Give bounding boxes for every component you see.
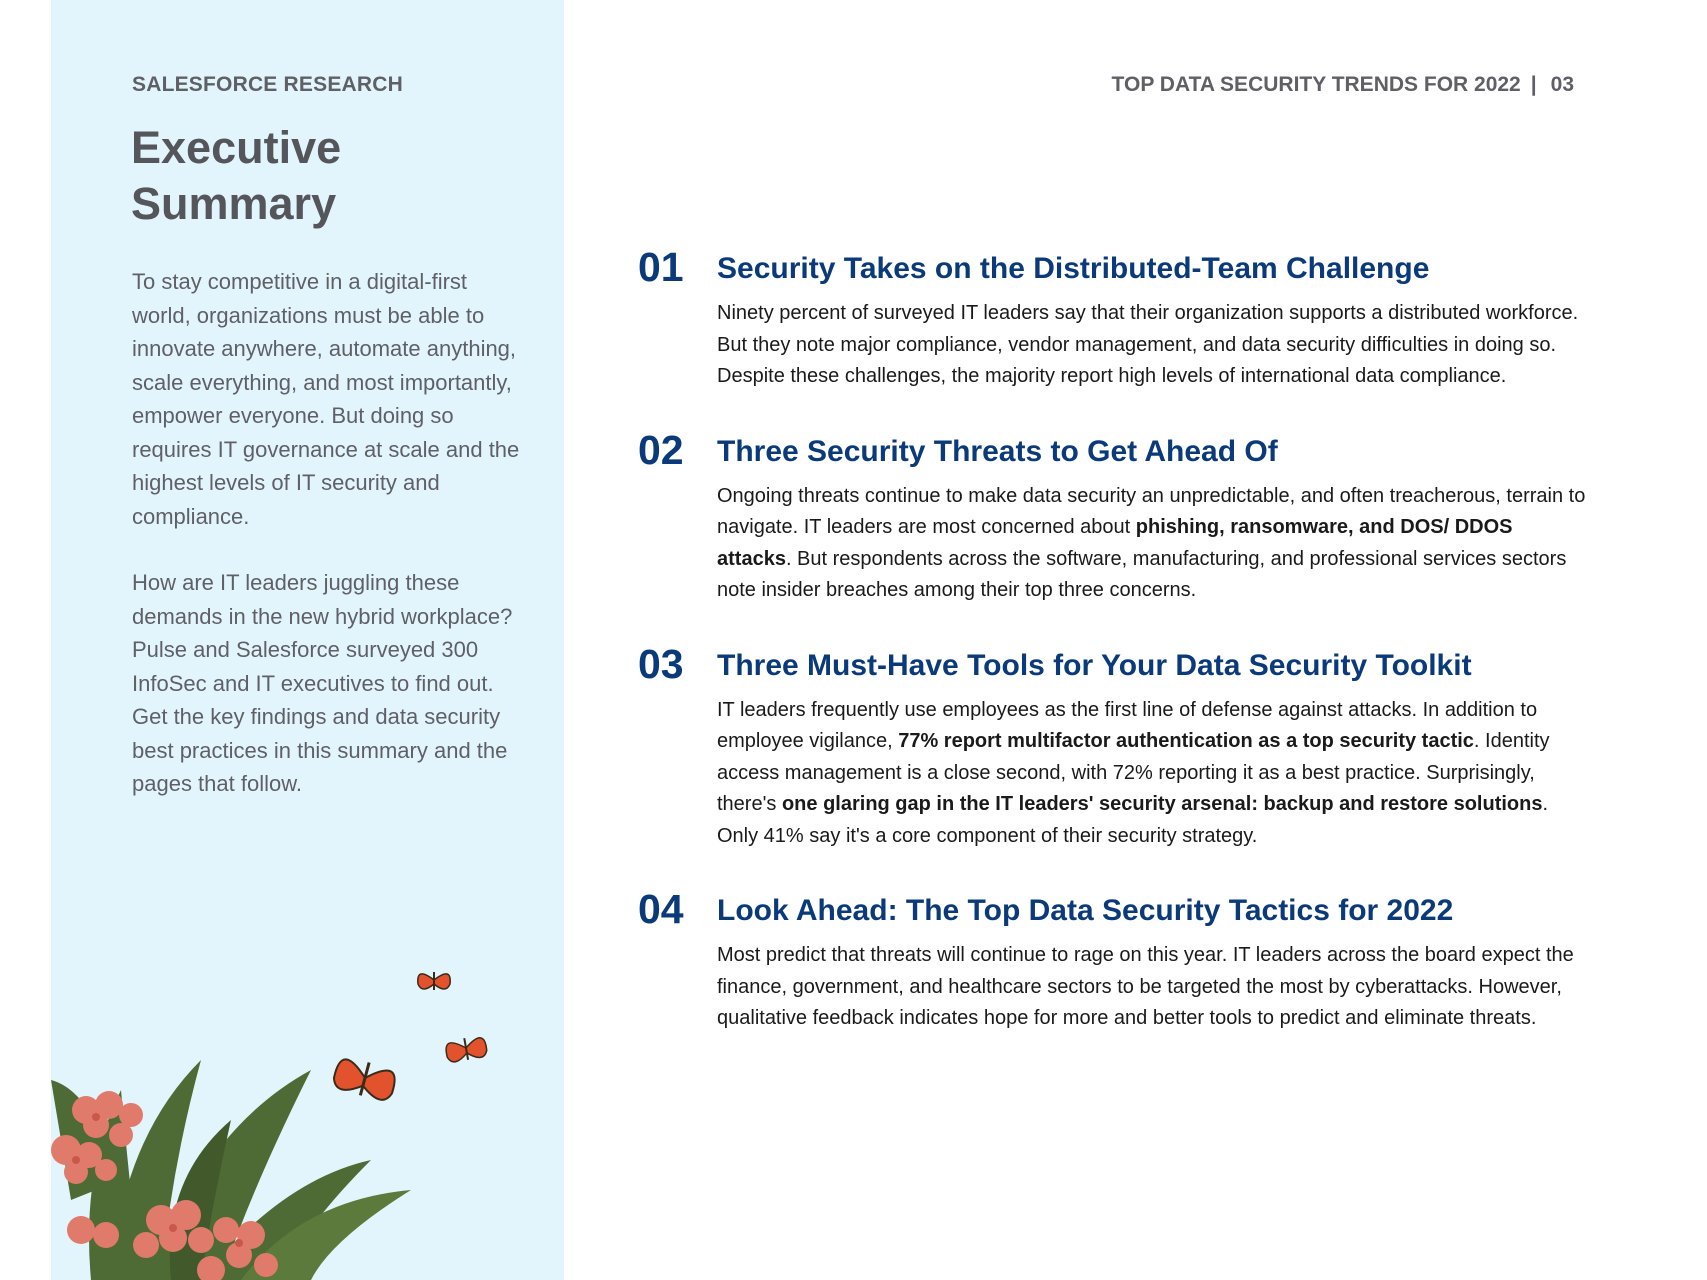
section-number: 04	[638, 886, 684, 932]
section-body	[717, 481, 1588, 607]
intro-paragraph: How are IT leaders juggling these demands in the new hybrid workplace? Pulse and Salesforce surveyed 300 InfoSec and IT executives to find out. Get the key findings and data security best practices in this summary and the pages that follow.	[132, 570, 513, 796]
section-text-bold: phishing, ransomware, and DOS/ DDOS attacks	[717, 516, 1513, 570]
page-title	[131, 120, 341, 232]
section-number: 03	[638, 640, 684, 687]
section-body	[717, 695, 1588, 853]
section-text-bold: 77% report multifactor authentication as a top security tactic	[898, 730, 1474, 752]
section-body	[717, 940, 1588, 1035]
section-body	[717, 298, 1588, 393]
report-title: TOP DATA SECURITY TRENDS FOR 2022	[1111, 73, 1521, 96]
section-text: . Identity access management is a close second, with 72% reporting it as a best practice. Surprisingly, there's	[717, 730, 1550, 815]
section-text: . Only 41% say it's a core component of their security strategy.	[717, 793, 1549, 847]
page-number: 03	[1550, 73, 1574, 96]
section-01	[638, 244, 1588, 393]
section-text-bold: one glaring gap in the IT leaders' security arsenal: backup and restore solutions	[781, 793, 1543, 815]
section-text: . But respondents across the software, manufacturing, and professional services sectors note insider breaches among their top three concerns.	[717, 547, 1567, 601]
section-number: 02	[638, 426, 684, 473]
section-title: Three Must-Have Tools for Your Data Security Toolkit	[717, 648, 1472, 682]
intro-paragraph: To stay competitive in a digital-first world, organizations must be able to innovate anywhere, automate anything, scale everything, and most importantly, empower everyone. But doing so requires IT governance at scale and the highest levels of IT security and compliance.	[132, 269, 520, 529]
section-title: Three Security Threats to Get Ahead Of	[717, 434, 1278, 468]
report-header	[1112, 73, 1574, 97]
section-text: IT leaders frequently use employees as the first line of defense against attacks. In addition to employee vigilance,	[717, 698, 1538, 752]
section-text: Ninety percent of surveyed IT leaders say that their organization supports a distributed workforce. But they note major compliance, vendor management, and data security difficulties in doing so. Despite these challenges, the majority report high levels of international data compliance.	[717, 302, 1579, 387]
section-03	[638, 640, 1588, 853]
section-02	[638, 426, 1588, 607]
summary-sections	[638, 244, 1588, 1035]
butterfly-icon	[418, 972, 450, 990]
garden-illustration	[51, 940, 564, 1280]
sidebar-panel	[51, 0, 564, 1280]
section-text: Most predict that threats will continue to rage on this year. IT leaders across the board expect the finance, government, and healthcare sectors to be targeted the most by cyberattacks. However, qualitative feedback indicates hope for more and better tools to predict and eliminate threats.	[717, 944, 1574, 1029]
page-title-line1: Executive	[131, 122, 342, 173]
section-title: Look Ahead: The Top Data Security Tactics for 2022	[717, 894, 1454, 927]
butterfly-icon	[331, 1055, 398, 1103]
page-title-line2: Summary	[131, 178, 337, 229]
header-separator: |	[1530, 73, 1537, 96]
section-title: Security Takes on the Distributed-Team Challenge	[717, 252, 1430, 285]
intro-text	[132, 265, 522, 834]
butterfly-icon	[444, 1035, 488, 1064]
section-number: 01	[638, 244, 684, 290]
section-04	[638, 886, 1588, 1035]
section-text: Ongoing threats continue to make data security an unpredictable, and often treacherous, terrain to navigate. IT leaders are most concerned about	[717, 484, 1586, 538]
brand-label: SALESFORCE RESEARCH	[132, 73, 403, 96]
